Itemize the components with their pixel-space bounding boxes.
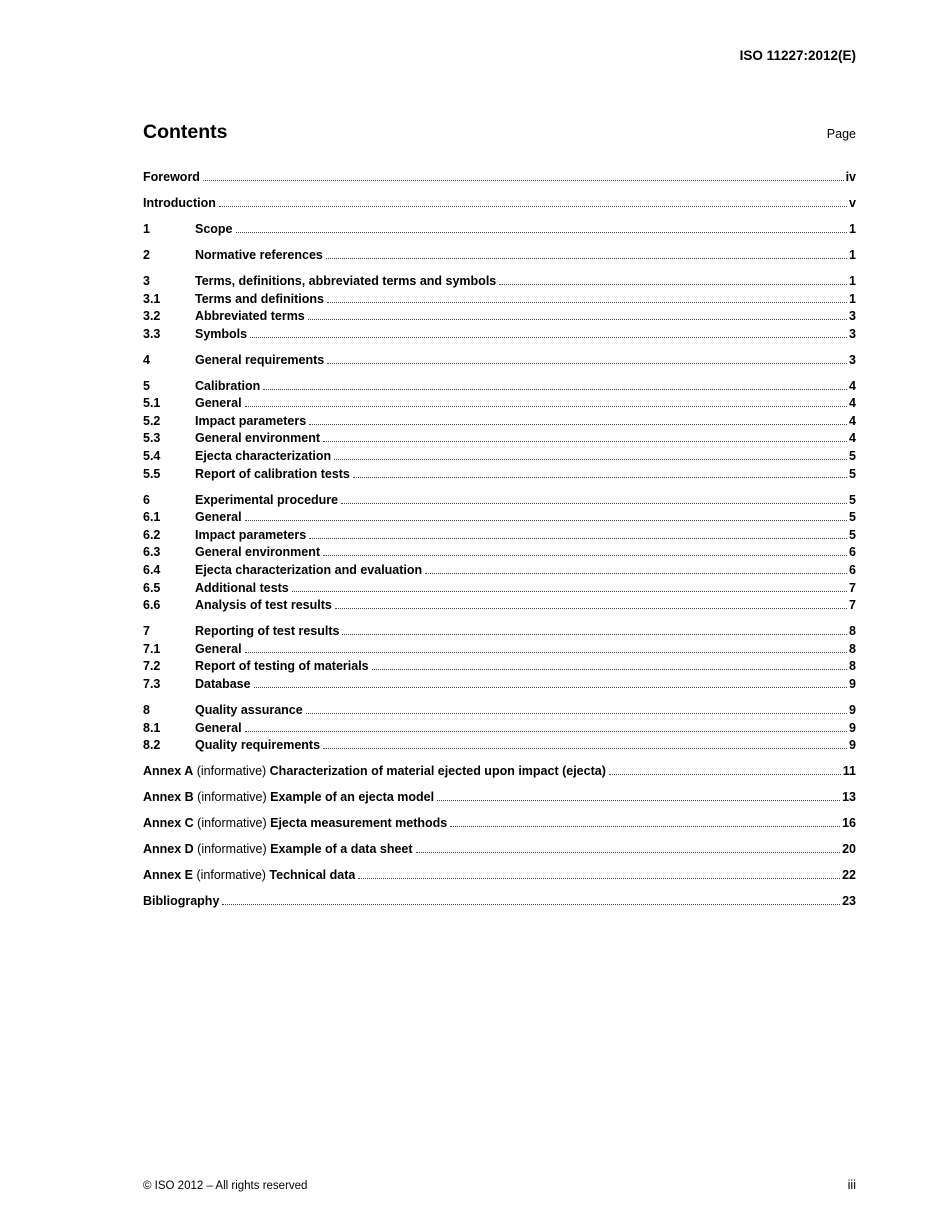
toc-entry <box>143 291 856 309</box>
toc-entry-page: 3 <box>849 309 856 324</box>
toc-entry-number: 1 <box>143 221 150 236</box>
toc-entry-title: Normative references <box>195 247 323 262</box>
toc-leader-dots <box>609 774 841 775</box>
toc-entry <box>143 247 856 265</box>
toc-entry-number: 7.2 <box>143 659 161 674</box>
toc-entry-page: 8 <box>849 659 856 674</box>
toc-entry <box>143 492 856 510</box>
toc-entry-page: 9 <box>849 720 856 735</box>
toc-annex-title: Example of a data sheet <box>270 842 413 857</box>
toc-leader-dots <box>358 878 840 879</box>
toc-entry-number: 7.3 <box>143 676 161 691</box>
toc-entry-title: Bibliography <box>143 894 220 909</box>
toc-entry-page: 3 <box>849 326 856 341</box>
toc-leader-dots <box>308 319 847 320</box>
toc-entry <box>143 623 856 641</box>
toc-entry <box>143 527 856 545</box>
toc-entry-number: 4 <box>143 352 150 367</box>
toc-leader-dots <box>309 538 847 539</box>
toc-entry <box>143 395 856 413</box>
toc-leader-dots <box>450 826 840 827</box>
toc-leader-dots <box>245 520 847 521</box>
toc-entry <box>143 466 856 484</box>
doc-reference: ISO 11227:2012(E) <box>739 48 856 63</box>
toc-entry-page: 6 <box>849 545 856 560</box>
toc-entry-page: 22 <box>842 868 856 883</box>
toc-entry <box>143 841 856 859</box>
toc-entry-title: Experimental procedure <box>195 492 339 507</box>
toc-entry-number: 6.4 <box>143 563 161 578</box>
toc-entry-title: Calibration <box>195 378 261 393</box>
toc-entry-title: Introduction <box>143 195 216 210</box>
toc-leader-dots <box>499 284 847 285</box>
toc-entry <box>143 195 856 213</box>
toc-entry-page: 20 <box>842 842 856 857</box>
toc-entry-page: 7 <box>849 598 856 613</box>
toc-entry-number: 3 <box>143 273 150 288</box>
toc-entry-page: 3 <box>849 352 856 367</box>
toc-entry-title: Terms, definitions, abbreviated terms and symbols <box>195 273 497 288</box>
document-header <box>143 48 856 64</box>
toc-entry-title: Analysis of test results <box>195 598 332 613</box>
copyright-notice: © ISO 2012 – All rights reserved <box>143 1180 308 1192</box>
toc-entry-page: iv <box>845 170 856 184</box>
toc-entry-page: 23 <box>842 894 856 909</box>
toc-entry-page: 9 <box>849 702 856 717</box>
toc-entry <box>143 580 856 598</box>
toc-entry-title <box>143 867 355 885</box>
toc-entry-page: v <box>849 195 856 210</box>
toc-entry-title: Foreword <box>143 170 200 184</box>
contents-header <box>143 121 856 143</box>
toc-entry-number: 8.2 <box>143 738 161 753</box>
toc-entry <box>143 326 856 344</box>
toc-entry-page: 9 <box>849 738 856 753</box>
toc-entry-title: General <box>195 720 242 735</box>
toc-entry-number: 5.5 <box>143 466 161 481</box>
toc-entry-number: 6.2 <box>143 527 161 542</box>
toc-entry-number: 2 <box>143 247 150 262</box>
toc-annex-label: Annex C <box>143 816 194 831</box>
toc-entry-page: 4 <box>849 396 856 411</box>
toc-entry <box>143 273 856 291</box>
toc-entry-title: Quality assurance <box>195 702 303 717</box>
toc-annex-qualifier: (informative) <box>193 790 271 805</box>
toc-annex-qualifier: (informative) <box>193 816 271 831</box>
toc-entry-title: General environment <box>195 431 321 446</box>
toc-entry-number: 5.4 <box>143 449 161 464</box>
toc-leader-dots <box>372 669 847 670</box>
toc-entry-title: Database <box>195 676 251 691</box>
toc-entry <box>143 308 856 326</box>
toc-leader-dots <box>341 503 847 504</box>
toc-entry-title: Ejecta characterization and evaluation <box>195 563 423 578</box>
toc-entry-number: 6.3 <box>143 545 161 560</box>
toc-leader-dots <box>326 258 847 259</box>
toc-leader-dots <box>245 731 847 732</box>
toc-entry-title: Terms and definitions <box>195 291 324 306</box>
toc-entry-page: 9 <box>849 676 856 691</box>
toc-entry <box>143 169 856 187</box>
toc-entry-page: 6 <box>849 563 856 578</box>
toc-entry <box>143 509 856 527</box>
toc-leader-dots <box>219 206 847 207</box>
toc-entry-title <box>143 789 434 807</box>
toc-entry <box>143 562 856 580</box>
toc-entry-number: 3.1 <box>143 291 161 306</box>
toc-entry-title: Symbols <box>195 326 248 341</box>
toc-entry-title <box>143 841 413 859</box>
toc-entry-title: Quality requirements <box>195 738 321 753</box>
toc-leader-dots <box>437 800 840 801</box>
toc-list <box>143 169 856 911</box>
toc-annex-title: Example of an ejecta model <box>270 790 435 805</box>
toc-leader-dots <box>323 441 847 442</box>
toc-annex-qualifier: (informative) <box>193 868 270 883</box>
document-footer <box>143 1178 856 1192</box>
toc-entry-number: 7 <box>143 624 150 639</box>
toc-entry-page: 5 <box>849 466 856 481</box>
toc-entry-number: 5.1 <box>143 396 161 411</box>
toc-entry-page: 1 <box>849 291 856 306</box>
toc-leader-dots <box>323 748 847 749</box>
toc-entry-title: Ejecta characterization <box>195 449 332 464</box>
toc-entry-number: 6 <box>143 492 150 507</box>
toc-entry-page: 11 <box>842 764 856 779</box>
toc-leader-dots <box>263 389 847 390</box>
toc-entry-title: General <box>195 641 242 656</box>
toc-entry-title: Abbreviated terms <box>195 309 305 324</box>
toc-entry-title: Reporting of test results <box>195 624 340 639</box>
toc-entry-number: 3.2 <box>143 309 161 324</box>
toc-entry-page: 8 <box>849 624 856 639</box>
toc-leader-dots <box>292 591 847 592</box>
toc-leader-dots <box>236 232 848 233</box>
contents-title: Contents <box>143 121 228 143</box>
toc-entry <box>143 448 856 466</box>
toc-entry-number: 6.6 <box>143 598 161 613</box>
toc-entry-title: Additional tests <box>195 580 289 595</box>
toc-entry <box>143 676 856 694</box>
toc-entry-page: 1 <box>849 247 856 262</box>
toc-entry-title: General environment <box>195 545 321 560</box>
toc-leader-dots <box>245 652 847 653</box>
page-column-label: Page <box>826 127 856 141</box>
toc-leader-dots <box>203 180 844 181</box>
toc-annex-label: Annex E <box>143 868 194 883</box>
toc-entry-page: 7 <box>849 580 856 595</box>
toc-entry <box>143 789 856 807</box>
toc-annex-title: Ejecta measurement methods <box>270 816 448 831</box>
toc-entry <box>143 430 856 448</box>
toc-annex-title: Characterization of material ejected upon impact (ejecta) <box>269 764 606 779</box>
toc-annex-qualifier: (informative) <box>193 764 270 779</box>
toc-leader-dots <box>327 363 847 364</box>
toc-entry <box>143 763 856 781</box>
toc-entry-page: 8 <box>849 641 856 656</box>
toc-entry-number: 6.5 <box>143 580 161 595</box>
toc-entry-number: 3.3 <box>143 326 161 341</box>
toc-entry <box>143 815 856 833</box>
toc-leader-dots <box>342 634 847 635</box>
toc-entry-number: 5.2 <box>143 413 161 428</box>
toc-entry-title: Impact parameters <box>195 527 307 542</box>
toc-entry-title: Impact parameters <box>195 413 307 428</box>
toc-entry-page: 5 <box>849 449 856 464</box>
toc-entry <box>143 352 856 370</box>
toc-leader-dots <box>425 573 847 574</box>
toc-entry <box>143 641 856 659</box>
toc-entry-number: 5 <box>143 378 150 393</box>
toc-leader-dots <box>245 406 847 407</box>
toc-entry-number: 7.1 <box>143 641 161 656</box>
toc-entry <box>143 737 856 755</box>
toc-entry-number: 8.1 <box>143 720 161 735</box>
toc-annex-label: Annex B <box>143 790 194 805</box>
toc-entry <box>143 867 856 885</box>
toc-entry <box>143 597 856 615</box>
toc-entry <box>143 702 856 720</box>
toc-leader-dots <box>327 302 847 303</box>
toc-leader-dots <box>353 477 847 478</box>
toc-annex-qualifier: (informative) <box>193 842 271 857</box>
toc-entry-title: General <box>195 396 242 411</box>
toc-entry-title: General <box>195 510 242 525</box>
toc-entry-title <box>143 815 447 833</box>
toc-entry-page: 4 <box>849 378 856 393</box>
toc-entry-title <box>143 763 606 781</box>
toc-leader-dots <box>323 555 847 556</box>
toc-entry-title: Report of calibration tests <box>195 466 350 481</box>
toc-entry <box>143 720 856 738</box>
toc-annex-label: Annex D <box>143 842 194 857</box>
toc-entry-title: Scope <box>195 221 233 236</box>
toc-entry-title: Report of testing of materials <box>195 659 369 674</box>
toc-entry <box>143 658 856 676</box>
toc-leader-dots <box>334 459 847 460</box>
toc-leader-dots <box>306 713 847 714</box>
toc-entry-page: 13 <box>842 790 856 805</box>
toc-entry-page: 5 <box>849 492 856 507</box>
toc-entry <box>143 544 856 562</box>
toc-leader-dots <box>254 687 847 688</box>
toc-leader-dots <box>416 852 841 853</box>
toc-entry <box>143 378 856 396</box>
toc-entry-number: 6.1 <box>143 510 161 525</box>
toc-entry-page: 5 <box>849 527 856 542</box>
toc-entry-title: General requirements <box>195 352 325 367</box>
toc-leader-dots <box>309 424 847 425</box>
toc-leader-dots <box>335 608 847 609</box>
toc-annex-label: Annex A <box>143 764 194 779</box>
toc-entry <box>143 413 856 431</box>
toc-leader-dots <box>250 337 847 338</box>
toc-entry-number: 5.3 <box>143 431 161 446</box>
toc-entry <box>143 221 856 239</box>
toc-annex-title: Technical data <box>269 868 356 883</box>
toc-leader-dots <box>222 904 840 905</box>
toc-entry-page: 5 <box>849 510 856 525</box>
page-number: iii <box>847 1178 856 1192</box>
toc-entry-page: 16 <box>842 816 856 831</box>
toc-entry-page: 1 <box>849 273 856 288</box>
toc-entry-page: 4 <box>849 413 856 428</box>
toc-entry-number: 8 <box>143 702 150 717</box>
toc-entry-page: 1 <box>849 221 856 236</box>
toc-entry-page: 4 <box>849 431 856 446</box>
toc-entry <box>143 893 856 911</box>
